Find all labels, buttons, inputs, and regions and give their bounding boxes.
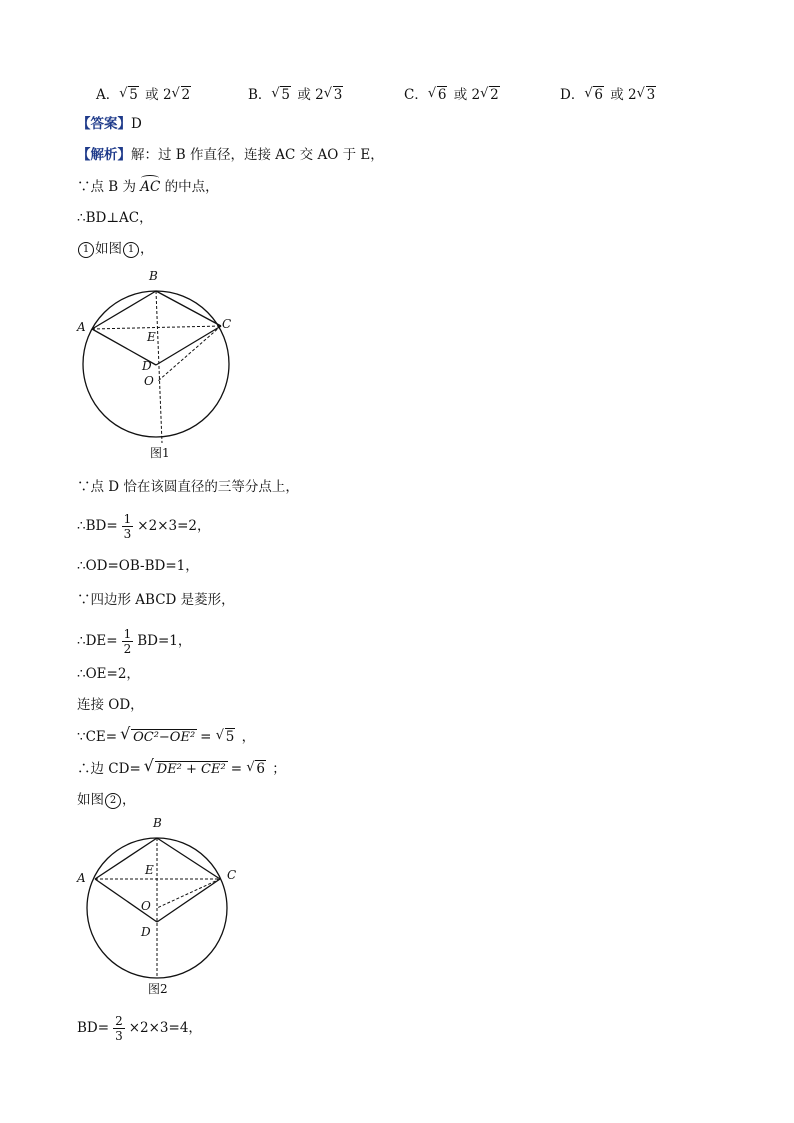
analysis-text: 解：过 B 作直径，连接 AC 交 AO 于 E， xyxy=(131,147,384,163)
fig2-label-d: D xyxy=(141,925,151,939)
fig1-label-e: E xyxy=(147,330,156,344)
option-a: A．√ 5 或 2√ 2 xyxy=(96,83,193,103)
solution-line-13: 如图 2 ， xyxy=(77,792,136,808)
solution-line-12: ∴边 CD=√ DE² + CE² = √ 6 ； xyxy=(77,760,286,779)
solution-line-11: ∵CE=√ OC²−OE² = √ 5 ， xyxy=(77,728,255,747)
solution-line-8: ∴DE= $\frac{1}{2}$ BD=1， xyxy=(77,627,192,656)
analysis-tag: 【解析】 xyxy=(77,147,131,163)
solution-line-5: ∴BD= $\frac{1}{3}$ ×2×3=2， xyxy=(77,512,211,541)
fig1-label-a: A xyxy=(77,320,86,334)
fig2-label-b: B xyxy=(153,816,162,830)
solution-line-14: BD= $\frac{2}{3}$ ×2×3=4， xyxy=(77,1014,202,1043)
fig2-label-c: C xyxy=(227,868,237,882)
solution-line-2: ∴BD⊥AC， xyxy=(77,210,153,226)
fig1-label-o: O xyxy=(144,374,154,388)
solution-line-9: ∴OE=2， xyxy=(77,666,140,682)
solution-line-10: 连接 OD， xyxy=(77,697,144,713)
option-c: C．√ 6 或 2√ 2 xyxy=(404,83,502,103)
solution-line-6: ∴OD=OB-BD=1， xyxy=(77,558,199,574)
figure-1 xyxy=(70,265,240,465)
fig1-label-c: C xyxy=(222,317,232,331)
figure-2 xyxy=(72,812,242,1002)
solution-line-1: ∵点 B 为 AC 的中点， xyxy=(77,179,219,195)
fig1-label-b: B xyxy=(149,269,158,283)
answer-value: D xyxy=(131,116,142,132)
fig1-label-d: D xyxy=(142,359,152,373)
option-b: B．√ 5 或 2√ 3 xyxy=(248,83,345,103)
arc-ac: AC xyxy=(140,179,161,195)
fig2-label-o: O xyxy=(141,899,151,913)
fig1-caption: 图1 xyxy=(150,446,170,460)
answer-line xyxy=(77,115,142,133)
fig2-caption: 图2 xyxy=(148,982,168,996)
fig2-label-a: A xyxy=(77,871,86,885)
solution-line-7: ∵四边形 ABCD 是菱形， xyxy=(77,592,235,608)
answer-tag: 【答案】 xyxy=(77,116,131,132)
option-d: D．√ 6 或 2√ 3 xyxy=(560,83,658,103)
solution-line-4: ∵点 D 恰在该圆直径的三等分点上， xyxy=(77,479,299,495)
analysis-line xyxy=(77,146,384,164)
solution-line-3: 1 如图 1 ， xyxy=(77,240,154,258)
fig2-label-e: E xyxy=(145,863,154,877)
